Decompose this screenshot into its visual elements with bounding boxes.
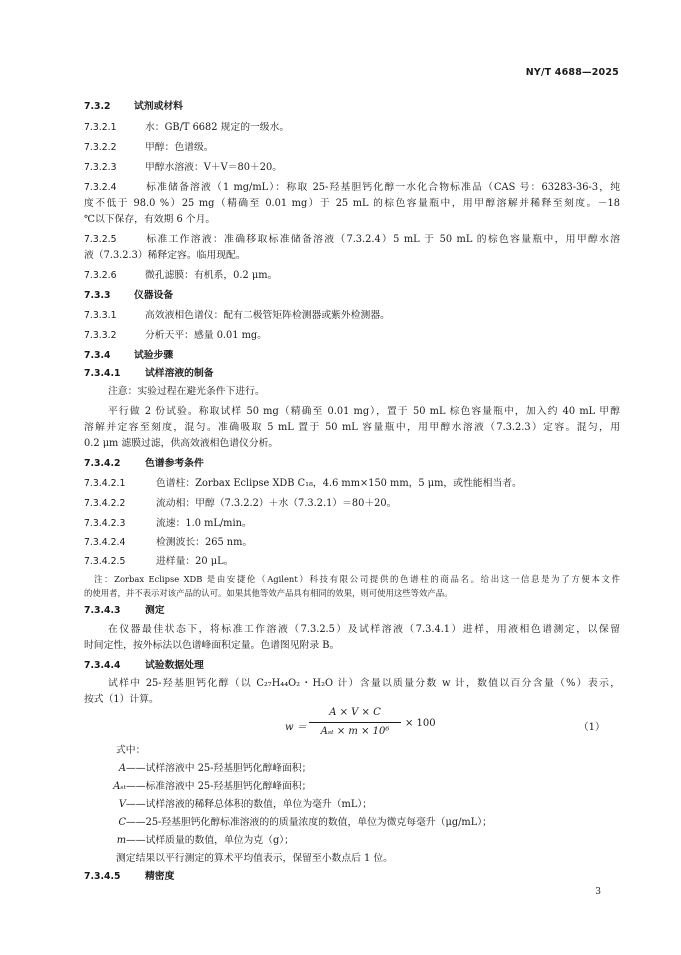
determination-line1: 在仪器最佳状态下，将标准工作溶液（7.3.2.5）及试样溶液（7.3.4.1）进样，用液相色谱测定，以保留 [108, 624, 620, 635]
clause-7-3-2-4-line3: ℃以下保存，有效期 6 个月。 [84, 214, 216, 225]
clause-7-3-2-5: 7.3.2.5 标准工作溶液：准确移取标准储备溶液（7.3.2.4）5 mL 于 50 mL 的棕色容量瓶中，用甲醇水溶 [84, 234, 620, 245]
clause-7-3-2-5-line2: 液（7.3.2.3）稀释定容。临用现配。 [84, 250, 246, 261]
prep-paragraph-line2: 溶解并定容至刻度，混匀。准确吸取 5 mL 置于 50 mL 容量瓶中，用甲醇水溶液（7.3.2.3）定容。混匀，用 [84, 422, 620, 433]
heading-7-3-4-1: 7.3.4.1 试样溶液的制备 [84, 368, 214, 379]
clause-7-3-2-1: 7.3.2.1 水：GB/T 6682 规定的一级水。 [84, 122, 290, 133]
formula-lhs: w ＝ [285, 722, 307, 733]
formula-numerator: A × V × C [329, 707, 381, 718]
heading-7-3-4-4: 7.3.4.4 试验数据处理 [84, 660, 204, 671]
clause-7-3-2-4-line2: 度不低于 98.0 %）25 mg（精确至 0.01 mg）于 25 mL 的棕色容量瓶中，用甲醇溶解并稀释至刻度。－18 [84, 198, 620, 209]
definition-a: A——试样溶液中 25-羟基胆钙化醇峰面积； [118, 763, 312, 774]
formula-denominator: Aₛₜ × m × 10⁶ [320, 726, 390, 737]
definition-v: V——试样溶液的稀释总体积的数值，单位为毫升（mL）； [118, 799, 373, 810]
definition-ast: Aₛₜ——标准溶液中 25-羟基胆钙化醇峰面积； [113, 781, 312, 792]
calc-paragraph-line2: 按式（1）计算。 [84, 694, 159, 705]
clause-7-3-4-2-5: 7.3.4.2.5 进样量：20 μL。 [84, 556, 234, 567]
heading-7-3-4-2: 7.3.4.2 色谱参考条件 [84, 458, 204, 469]
note-line1: 注：Zorbax Eclipse XDB 是由安捷伦（Agilent）科技有限公司提供的色谱柱的商品名。给出这一信息是为了方便本文件 [94, 574, 620, 584]
definition-c: C——25-羟基胆钙化醇标准溶液的的质量浓度的数值，单位为微克每毫升（μg/mL）； [118, 817, 492, 828]
note-light: 注意：实验过程在避光条件下进行。 [108, 386, 265, 397]
clause-7-3-4-2-4: 7.3.4.2.4 检测波长：265 nm。 [84, 537, 253, 548]
heading-7-3-3: 7.3.3 仪器设备 [84, 290, 174, 301]
formula-multiplier: × 100 [405, 718, 436, 729]
heading-7-3-2: 7.3.2 试剂或材料 [84, 101, 183, 112]
calc-paragraph-line1: 试样中 25-羟基胆钙化醇（以 C₂₇H₄₄O₂・H₂O 计）含量以质量分数 w 计，数值以百分含量（%）表示， [108, 678, 620, 689]
clause-7-3-2-6: 7.3.2.6 微孔滤膜：有机系，0.2 μm。 [84, 270, 278, 281]
clause-7-3-2-3: 7.3.2.3 甲醇水溶液：V＋V＝80＋20。 [84, 162, 283, 173]
fraction-bar [309, 722, 401, 723]
clause-7-3-4-2-1: 7.3.4.2.1 色谱柱：Zorbax Eclipse XDB C₁₈，4.6 mm×150 mm，5 μm，或性能相当者。 [84, 478, 522, 489]
clause-7-3-2-2: 7.3.2.2 甲醇：色谱级。 [84, 142, 214, 153]
heading-7-3-4-3: 7.3.4.3 测定 [84, 605, 165, 616]
formula-number: （1） [578, 722, 605, 733]
heading-7-3-4: 7.3.4 试验步骤 [84, 350, 174, 361]
definition-m: m——试样质量的数值，单位为克（g）； [116, 835, 294, 846]
standard-code: NY/T 4688—2025 [525, 67, 619, 78]
heading-7-3-4-5: 7.3.4.5 精密度 [84, 871, 175, 882]
result-rule: 测定结果以平行测定的算术平均值表示，保留至小数点后 1 位。 [116, 853, 393, 864]
prep-paragraph-line1: 平行做 2 份试验。称取试样 50 mg（精确至 0.01 mg），置于 50 mL 棕色容量瓶中，加入约 40 mL 甲醇 [108, 406, 620, 417]
clause-7-3-4-2-3: 7.3.4.2.3 流速：1.0 mL/min。 [84, 518, 252, 529]
clause-7-3-3-2: 7.3.3.2 分析天平：感量 0.01 mg。 [84, 330, 267, 341]
formula-1 [285, 706, 615, 740]
where-label: 式中： [116, 745, 146, 756]
clause-7-3-2-4: 7.3.2.4 标准储备溶液（1 mg/mL）：称取 25-羟基胆钙化醇一水化合物标准品（CAS 号：63283-36-3，纯 [84, 182, 620, 193]
determination-line2: 时间定性，按外标法以色谱峰面积定量。色谱图见附录 B。 [84, 640, 340, 651]
formula-fraction [309, 706, 401, 739]
page-number: 3 [595, 887, 601, 897]
clause-7-3-3-1: 7.3.3.1 高效液相色谱仪：配有二极管矩阵检测器或紫外检测器。 [84, 310, 390, 321]
clause-7-3-4-2-2: 7.3.4.2.2 流动相：甲醇（7.3.2.2）＋水（7.3.2.1）＝80＋20。 [84, 498, 397, 509]
prep-paragraph-line3: 0.2 μm 滤膜过滤，供高效液相色谱仪分析。 [84, 438, 279, 449]
note-line2: 的使用者，并不表示对该产品的认可。如果其他等效产品具有相同的效果，则可使用这些等效产品。 [84, 588, 453, 598]
